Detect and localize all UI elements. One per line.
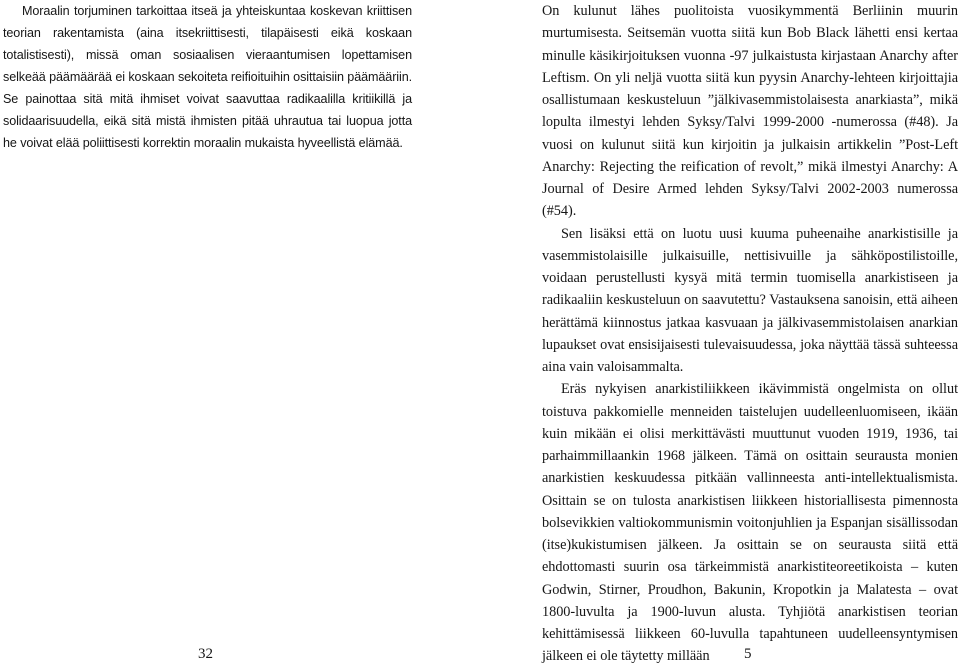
right-text-column: [542, 0, 958, 668]
left-text-column: [3, 0, 412, 154]
right-page: [480, 0, 960, 665]
right-paragraph-2: Sen lisäksi että on luotu uusi kuuma puheenaihe anarkistisille ja vasemmistolaisille julkaisuille, nettisivuille ja sähköpostilistoille, voidaan perustellusti kysyä mitä termin tuomisella anarkistiseen ja radikaaliin keskusteluun on saavutettu? Vastauksena sanoisin, että aiheen herättämä kiinnostus jatkaa kasvuaan ja jälkivasemmistolaisen anarkian lupaukset ovat ensisijaisesti tulevaisuudessa, joka näyttää tässä suhteessa aina vain valoisammalta.: [542, 225, 958, 375]
right-paragraph-1: On kulunut lähes puolitoista vuosikymmentä Berliinin muurin murtumisesta. Seitsemän vuotta siitä kun Bob Black lähetti ensi kertaa minulle käsikirjoituksen vuonna -97 julkaistusta kirjastaan Anarchy after Leftism. On yli neljä vuotta siitä kun pyysin Anarchy-lehteen kirjoittajia osallistumaan keskusteluun ”jälkivasemmistolaisesta anarkiasta”, mikä lopulta ilmestyi lehden Syksy/Talvi 1999-2000 -numerossa (#48). Ja vuosi on kulunut siitä kun kirjoitin ja julkaisin artikkelin ”Post-Left Anarchy: Rejecting the reification of revolt,” mikä ilmestyi Anarchy: A Journal of Desire Armed lehden Syksy/Talvi 2002-2003 numerossa (#54).: [542, 3, 958, 220]
left-page: [0, 0, 480, 665]
right-paragraph-3: Eräs nykyisen anarkistiliikkeen ikävimmistä ongelmista on ollut toistuva pakkomielle menneiden taistelujen uudelleenluomiseen, ikään kuin mikään ei olisi merkittävästi muuttunut vuoden 1919, 1936, tai parhaimmillaankin 1968 jälkeen. Tämä on osittain seurausta monien anarkistien keskuudessa pitkään vallinneesta anti-intellektualismista. Osittain se on tulosta anarkistisen liikkeen historiallisesta pimennosta bolsevikkien valtiokommunismin voitonjuhlien ja Espanjan sisällissodan (itse)kukistumisen jälkeen. Ja osittain se on seurausta siitä että ehdottomasti suurin osa tärkeimmistä anarkistiteoreetikoista – kuten Godwin, Stirner, Proudhon, Bakunin, Kropotkin ja Malatesta – ovat 1800-luvulta ja 1900-luvun alusta. Tyhjiötä anarkistisen teorian kehittämisessä liikkeen 60-luvulla tapahtuneen uudelleensyntymisen jälkeen ei ole täytetty millään: [542, 381, 958, 665]
left-paragraph-1: Moraalin torjuminen tarkoittaa itseä ja yhteiskuntaa koskevan kriittisen teorian rakentamista (aina itsekriittisesti, tilapäisesti eikä koskaan totalistisesti), missä oman sosiaalisen vieraantumisen lopettamisen selkeää päämäärää ei koskaan sekoiteta reifioituihin osittaisiin päämääriin. Se painottaa sitä mitä ihmiset voivat saavuttaa radikaalilla kritiikillä ja solidaarisuudella, eikä sitä mistä ihmisten pitää uhrautua tai luopua jotta he voivat elää poliittisesti korrektin moraalin mukaista hyveellistä elämää.: [3, 4, 412, 150]
right-page-number: 5: [744, 646, 752, 662]
left-page-number: 32: [198, 646, 213, 662]
